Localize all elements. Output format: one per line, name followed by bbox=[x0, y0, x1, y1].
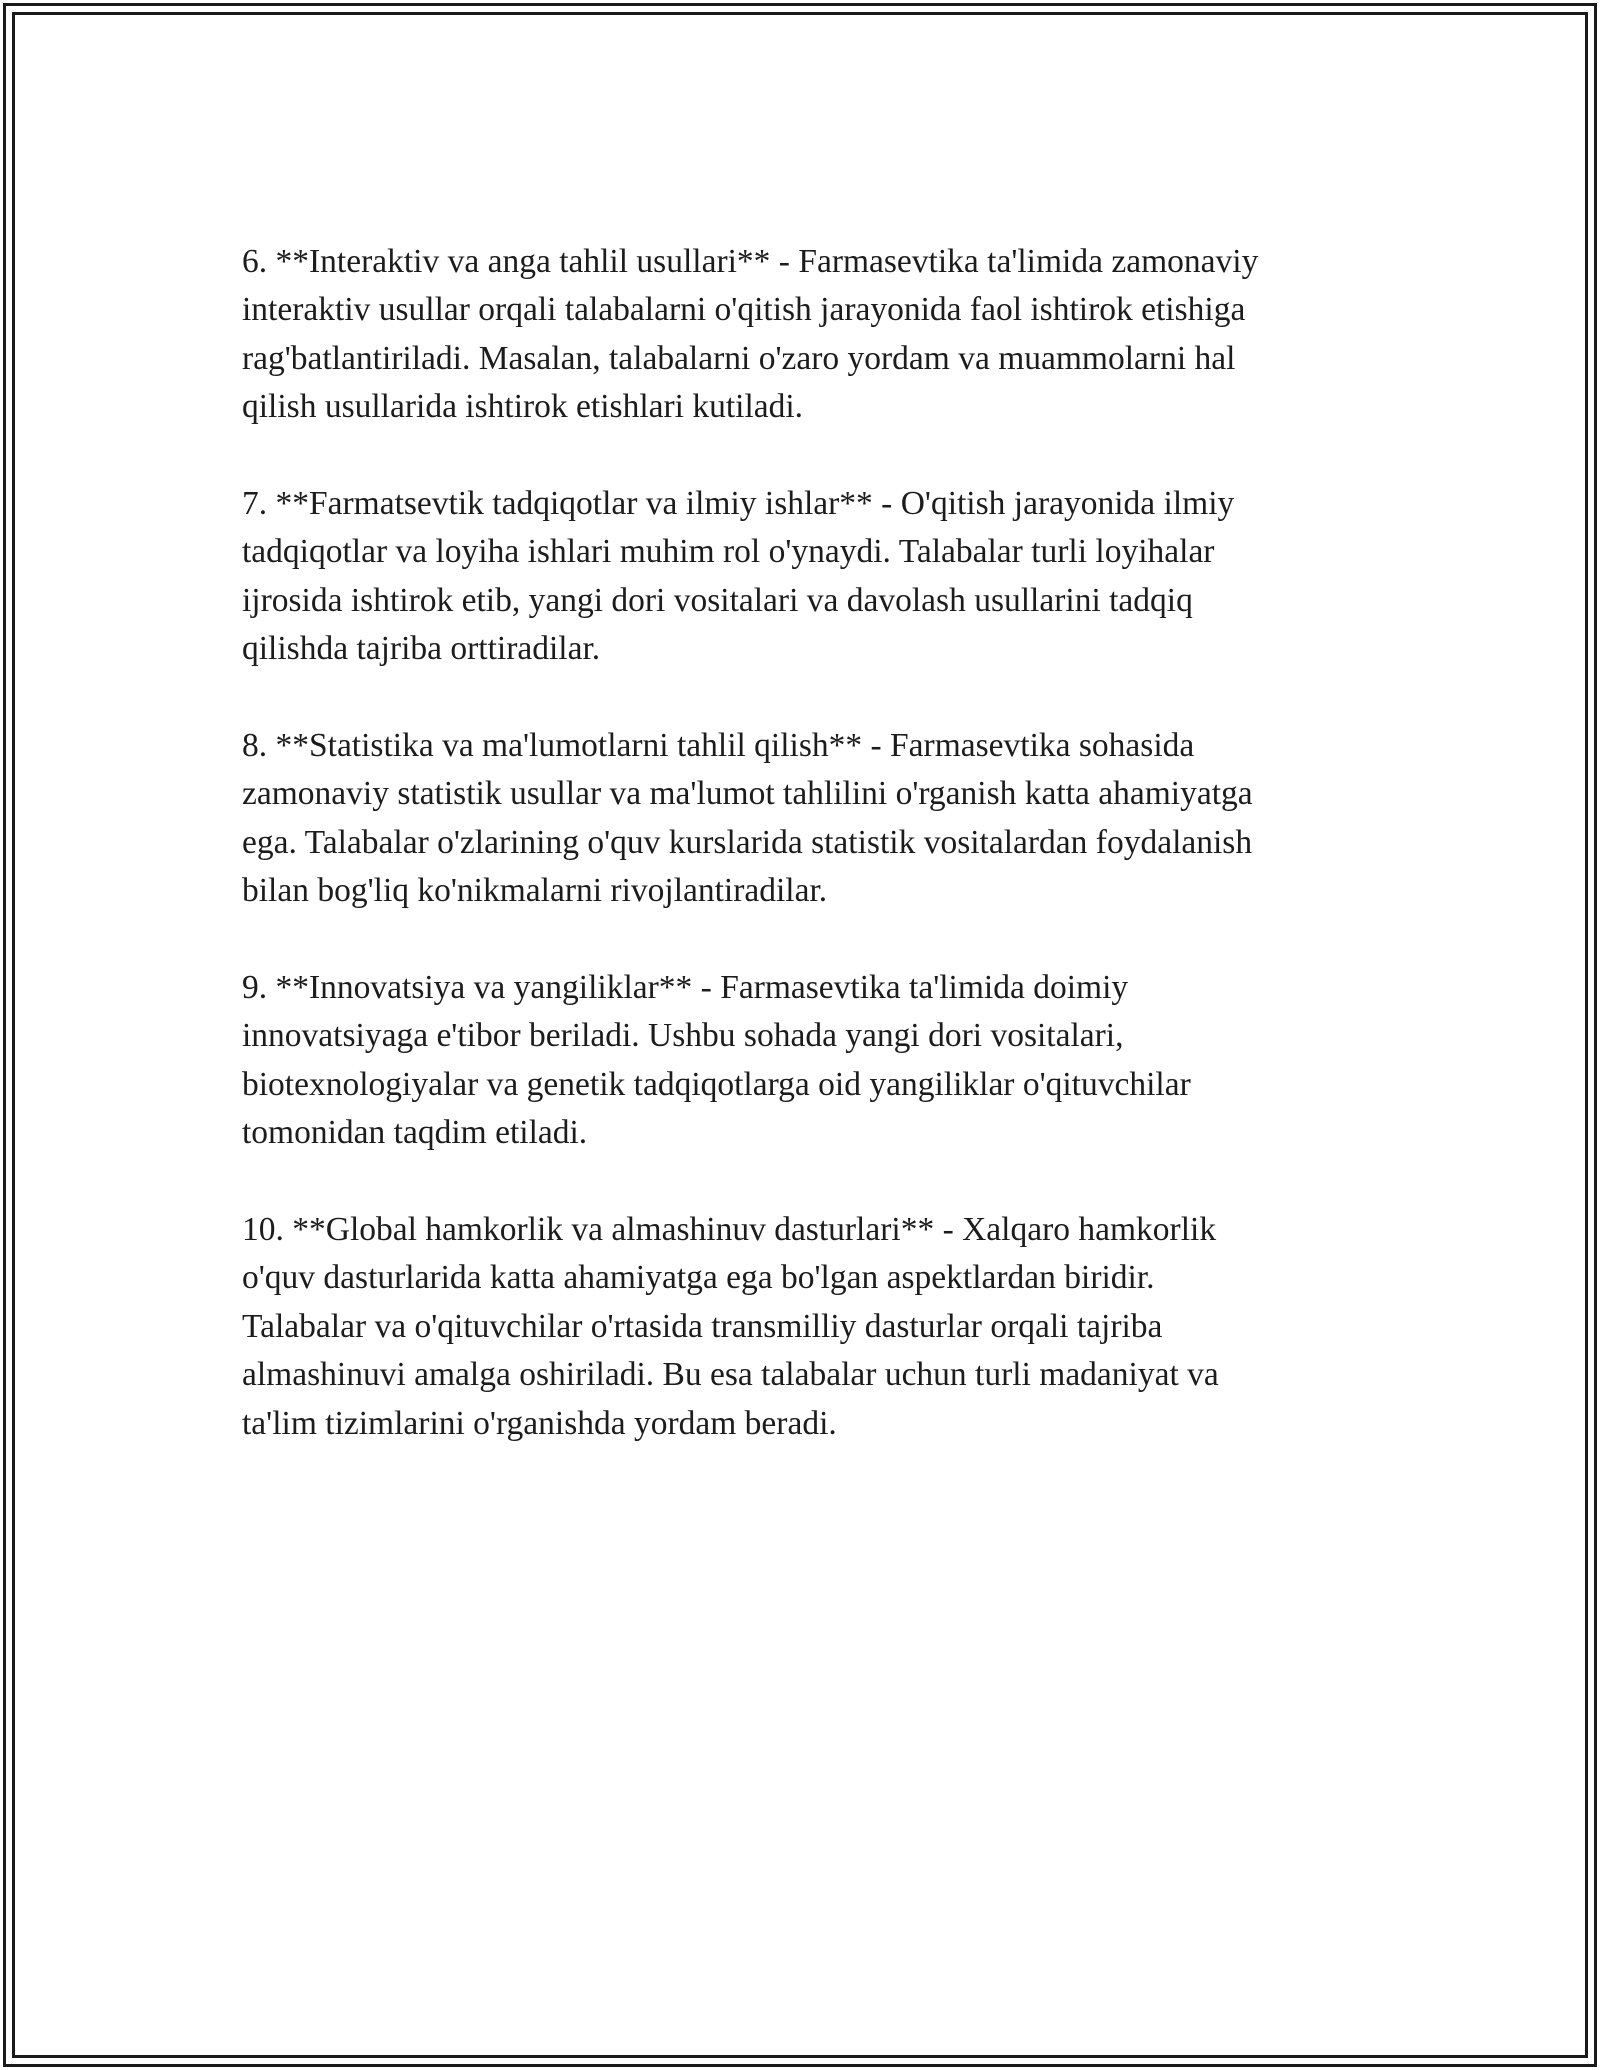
paragraph-item-6: 6. **Interaktiv va anga tahlil usullari** - Farmasevtika ta'limida zamonaviy interaktiv usullar orqali talabalarni o'qitish jarayonida faol ishtirok etishiga rag'batlantiriladi. Masalan, talabalarni o'zaro yordam va muammolarni hal qilish usullarida ishtirok etishlari kutiladi. bbox=[242, 243, 1259, 426]
paragraph-item-9: 9. **Innovatsiya va yangiliklar** - Farmasevtika ta'limida doimiy innovatsiyaga e'tibor beriladi. Ushbu sohada yangi dori vositalari, biotexnologiyalar va genetik tadqiqotlarga oid yangiliklar o'qituvchilar tomonidan taqdim etiladi. bbox=[242, 969, 1191, 1152]
paragraph-item-8: 8. **Statistika va ma'lumotlarni tahlil qilish** - Farmasevtika sohasida zamonaviy statistik usullar va ma'lumot tahlilini o'rganish katta ahamiyatga ega. Talabalar o'zlarining o'quv kurslarida statistik vositalardan foydalanish bilan bog'liq ko'nikmalarni rivojlantiradilar. bbox=[242, 727, 1253, 910]
document-body bbox=[242, 238, 1392, 1496]
paragraph-item-10: 10. **Global hamkorlik va almashinuv dasturlari** - Xalqaro hamkorlik o'quv dasturlarida katta ahamiyatga ega bo'lgan aspektlardan biridir. Talabalar va o'qituvchilar o'rtasida transmilliy dasturlar orqali tajriba almashinuvi amalga oshiriladi. Bu esa talabalar uchun turli madaniyat va ta'lim tizimlarini o'rganishda yordam beradi. bbox=[242, 1211, 1219, 1442]
paragraph-item-7: 7. **Farmatsevtik tadqiqotlar va ilmiy ishlar** - O'qitish jarayonida ilmiy tadqiqotlar va loyiha ishlari muhim rol o'ynaydi. Talabalar turli loyihalar ijrosida ishtirok etib, yangi dori vositalari va davolash usullarini tadqiq qilishda tajriba orttiradilar. bbox=[242, 485, 1235, 668]
page-frame bbox=[3, 3, 1597, 2067]
